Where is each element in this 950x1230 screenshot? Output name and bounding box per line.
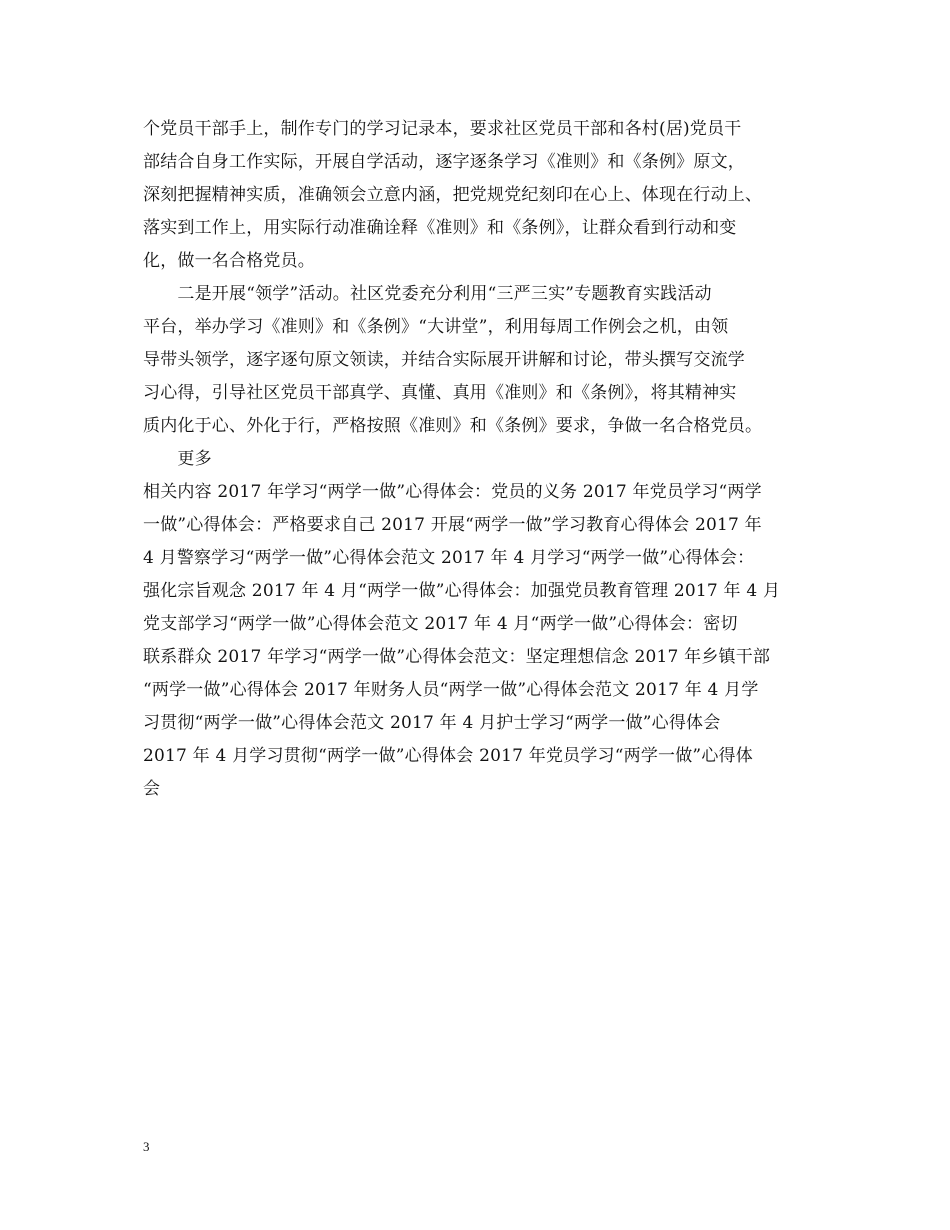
text-line: 习心得，引导社区党员干部真学、真懂、真用《准则》和《条例》，将其精神实 <box>143 383 737 403</box>
text-line: 落实到工作上，用实际行动准确诠释《准则》和《条例》，让群众看到行动和变 <box>143 218 737 238</box>
text-line: 党支部学习“两学一做”心得体会范文 2017 年 4 月“两学一做”心得体会：密切 <box>143 614 738 634</box>
text-line: 相关内容 2017 年学习“两学一做”心得体会：党员的义务 2017 年党员学习“两学 <box>143 482 762 502</box>
text-line: 联系群众 2017 年学习“两学一做”心得体会范文：坚定理想信念 2017 年乡镇干部 <box>143 647 771 667</box>
page-number: 3 <box>143 1139 150 1154</box>
text-line: 强化宗旨观念 2017 年 4 月“两学一做”心得体会：加强党员教育管理 2017 年 4 月 <box>143 581 781 601</box>
text-line: 深刻把握精神实质，准确领会立意内涵，把党规党纪刻印在心上、体现在行动上、 <box>143 185 763 205</box>
text-line: 个党员干部手上，制作专门的学习记录本，要求社区党员干部和各村(居)党员干 <box>143 119 742 139</box>
text-line: 化，做一名合格党员。 <box>143 251 315 271</box>
text-line: 会 <box>143 779 161 799</box>
text-line: 平台，举办学习《准则》和《条例》“大讲堂”，利用每周工作例会之机，由领 <box>143 317 729 337</box>
text-line: 质内化于心、外化于行，严格按照《准则》和《条例》要求，争做一名合格党员。 <box>143 416 763 436</box>
text-line: 4 月警察学习“两学一做”心得体会范文 2017 年 4 月学习“两学一做”心得体会： <box>143 548 755 568</box>
text-line: 一做”心得体会：严格要求自己 2017 开展“两学一做”学习教育心得体会 2017 年 <box>143 515 762 535</box>
text-line: 部结合自身工作实际，开展自学活动，逐字逐条学习《准则》和《条例》原文， <box>143 152 745 172</box>
text-line: 更多 <box>143 449 212 469</box>
text-line: “两学一做”心得体会 2017 年财务人员“两学一做”心得体会范文 2017 年 4 月学 <box>143 680 759 700</box>
text-line: 习贯彻“两学一做”心得体会范文 2017 年 4 月护士学习“两学一做”心得体会 <box>143 713 721 733</box>
text-line: 二是开展“领学”活动。社区党委充分利用“三严三实”专题教育实践活动 <box>143 284 712 304</box>
text-line: 2017 年 4 月学习贯彻“两学一做”心得体会 2017 年党员学习“两学一做”心得体 <box>143 746 753 766</box>
body-text <box>143 113 823 806</box>
text-line: 导带头领学，逐字逐句原文领读，并结合实际展开讲解和讨论，带头撰写交流学 <box>143 350 745 370</box>
